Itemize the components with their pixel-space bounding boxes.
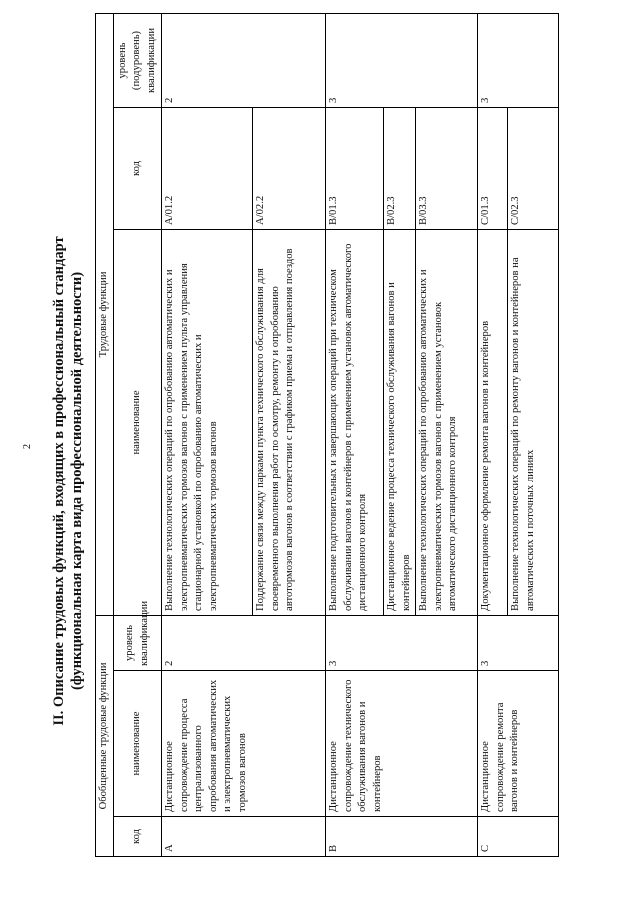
title-line-2: (функциональная карта вида профессиональной деятельности) bbox=[69, 271, 85, 691]
function-name: Поддержание связи между парками пункта технического обслуживания для своевременного выполнения работ по осмотру, ремонту и опробованию автотормозов вагонов в соответствии с графиком приема и отправления поездов bbox=[253, 229, 326, 615]
table-row bbox=[162, 13, 253, 856]
header-row-top bbox=[96, 13, 114, 856]
function-code: А/01.2 bbox=[162, 107, 253, 229]
function-sublevel: 3 bbox=[326, 13, 478, 107]
header-function-code: код bbox=[114, 107, 162, 229]
header-row-sub bbox=[114, 13, 162, 856]
header-code: код bbox=[114, 817, 162, 857]
group-code: А bbox=[162, 817, 326, 857]
function-code: А/02.2 bbox=[253, 107, 326, 229]
function-sublevel: 2 bbox=[162, 13, 326, 107]
group-level: 3 bbox=[478, 615, 559, 670]
function-code: В/01.3 bbox=[326, 107, 384, 229]
page-number: 2 bbox=[22, 444, 33, 449]
section-title bbox=[50, 96, 86, 866]
header-name: наименование bbox=[114, 671, 162, 817]
header-labor-functions: Трудовые функции bbox=[96, 13, 114, 615]
function-name: Выполнение технологических операций по опробованию автоматических и электропневматических тормозов вагонов с применением установок автоматического дистанционного контроля bbox=[416, 229, 478, 615]
function-name: Дистанционное ведение процесса технического обслуживания вагонов и контейнеров bbox=[384, 229, 416, 615]
function-sublevel: 3 bbox=[478, 13, 559, 107]
header-sublevel: уровень (подуровень) квалификации bbox=[114, 13, 162, 107]
header-function-name: наименование bbox=[114, 229, 162, 615]
group-name: Дистанционное сопровождение ремонта вагонов и контейнеров bbox=[478, 671, 559, 817]
header-level: уровень квалификации bbox=[114, 615, 162, 670]
group-code: С bbox=[478, 817, 559, 857]
group-level: 2 bbox=[162, 615, 326, 670]
function-code: С/02.3 bbox=[508, 107, 559, 229]
function-code: В/02.3 bbox=[384, 107, 416, 229]
table-row bbox=[326, 13, 384, 856]
group-name: Дистанционное сопровождение процесса централизованного опробования автоматических и электропневматических тормозов вагонов bbox=[162, 671, 326, 817]
title-line-1: II. Описание трудовых функций, входящих в профессиональный стандарт bbox=[51, 236, 67, 726]
function-name: Документационное оформление ремонта вагонов и контейнеров bbox=[478, 229, 508, 615]
function-code: В/03.3 bbox=[416, 107, 478, 229]
header-generalized-functions: Обобщенные трудовые функции bbox=[96, 615, 114, 856]
functional-map-table-wrapper bbox=[95, 14, 559, 857]
function-name: Выполнение подготовительных и завершающих операций при техническом обслуживании вагонов и контейнеров с применением установок автоматического дистанционного контроля bbox=[326, 229, 384, 615]
function-name: Выполнение технологических операций по опробованию автоматических и электропневматических тормозов вагонов с применением пульта управления стационарной установкой по опробованию автоматических и электропневматических тормозов вагонов bbox=[162, 229, 253, 615]
group-name: Дистанционное сопровождение технического обслуживания вагонов и контейнеров bbox=[326, 671, 478, 817]
group-level: 3 bbox=[326, 615, 478, 670]
function-name: Выполнение технологических операций по ремонту вагонов и контейнеров на автоматических и поточных линиях bbox=[508, 229, 559, 615]
table-row bbox=[478, 13, 508, 856]
functional-map-table bbox=[95, 13, 559, 857]
group-code: В bbox=[326, 817, 478, 857]
function-code: С/01.3 bbox=[478, 107, 508, 229]
